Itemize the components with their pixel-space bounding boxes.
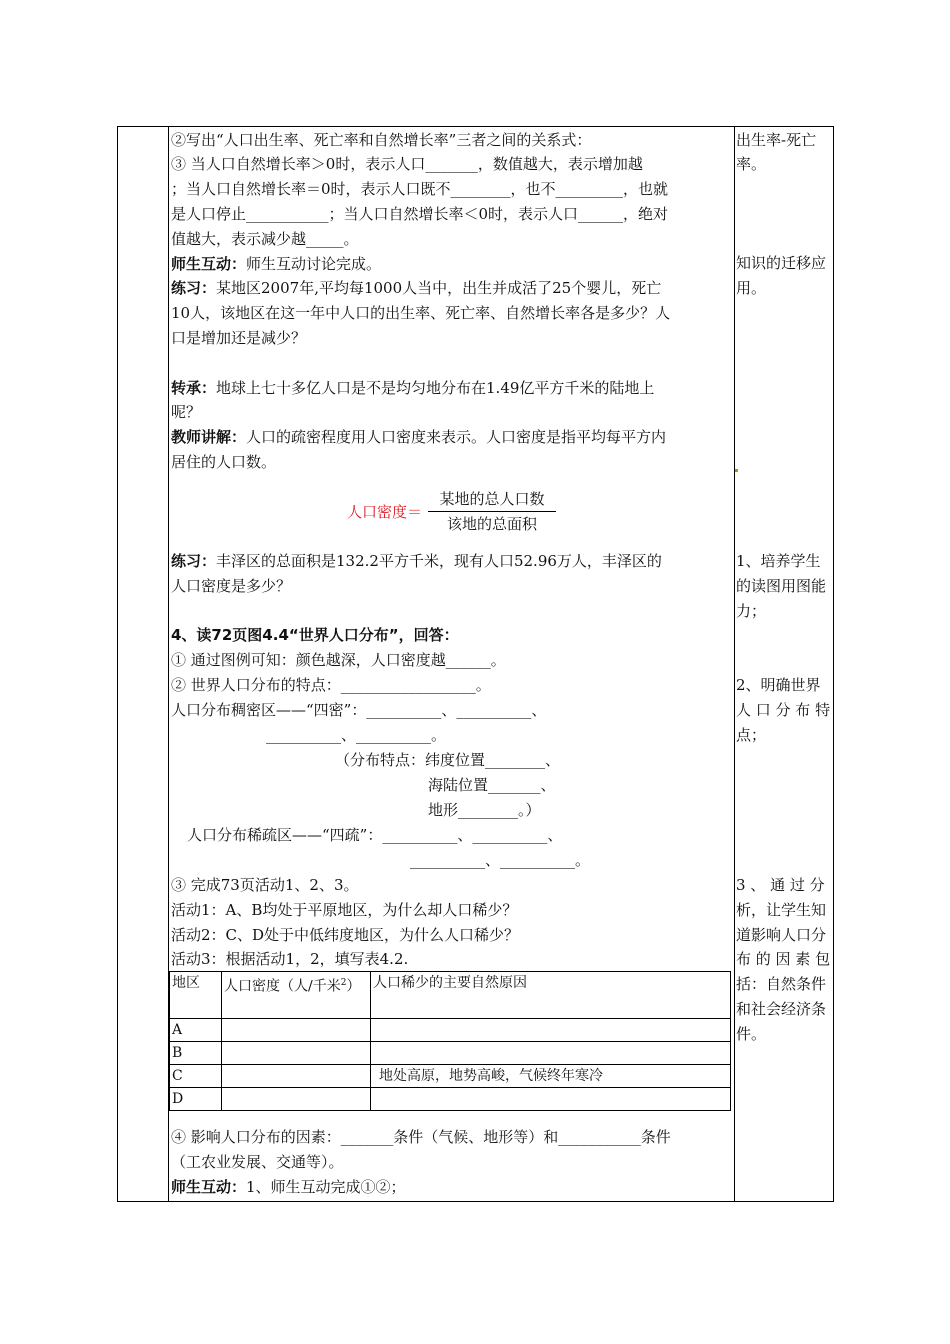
transition-label: 转承： (171, 379, 217, 397)
text-line: ③ 完成73页活动1、2、3。 (171, 876, 359, 894)
text-line: ③ 当人口自然增长率＞0时，表示人口_______，数值越大，表示增加越 (171, 155, 643, 173)
side-note-line: 道影响人口分 (736, 926, 827, 944)
practice-label: 练习： (171, 279, 217, 297)
side-note-line: 1、培养学生 (736, 552, 821, 570)
side-note-line: 率。 (736, 155, 767, 173)
interaction-paragraph (171, 1175, 406, 1199)
table-cell (222, 1019, 371, 1042)
side-note-line: 出生率-死亡 (736, 131, 817, 149)
transition-text: 地球上七十多亿人口是不是均匀地分布在1.49亿平方千米的陆地上 (216, 379, 655, 397)
table-cell: 地处高原，地势高峻，气候终年寒冷 (371, 1065, 731, 1088)
table-row (170, 1019, 731, 1042)
table-cell: D (170, 1088, 222, 1111)
text-line: ① 通过图例可知：颜色越深，人口密度越______。 (171, 651, 506, 669)
fraction-bar (428, 511, 556, 512)
text-line: 人口密度是多少？ (171, 577, 292, 595)
side-note-line: 布 的 因 素 包 (736, 950, 831, 968)
practice-paragraph (171, 276, 661, 300)
side-note-line: 括：自然条件 (736, 975, 827, 993)
density-formula (347, 489, 556, 534)
text-line: 人口分布稠密区——“四密”：__________、__________、 (171, 701, 547, 719)
table-cell (371, 1019, 731, 1042)
teacher-paragraph (171, 425, 666, 449)
interaction-label: 师生互动： (171, 255, 247, 273)
table-cell (371, 1088, 731, 1111)
side-note-line: 2、明确世界 (736, 676, 821, 694)
side-note-line: 的读图用图能 (736, 577, 827, 595)
teacher-label: 教师讲解： (171, 428, 247, 446)
text-line: ④ 影响人口分布的因素：_______条件（气候、地形等）和___________条件 (171, 1128, 671, 1146)
table-row (170, 1042, 731, 1065)
interaction-label: 师生互动： (171, 1178, 247, 1196)
table-cell (371, 1042, 731, 1065)
text-line: 活动1：A、B均处于平原地区，为什么却人口稀少？ (171, 901, 518, 919)
text-line: 呢？ (171, 403, 202, 421)
table-cell: B (170, 1042, 222, 1065)
text-line: ② 世界人口分布的特点：__________________。 (171, 676, 491, 694)
text-line: 口是增加还是减少？ (171, 329, 307, 347)
header-cell: 地区 (170, 972, 222, 1019)
text-line: 居住的人口数。 (171, 453, 277, 471)
text-line: ②写出“人口出生率、死亡率和自然增长率”三者之间的关系式： (171, 131, 592, 149)
practice-label: 练习： (171, 552, 217, 570)
text-line: 10人，该地区在这一年中人口的出生率、死亡率、自然增长率各是多少？人 (171, 304, 671, 322)
text-line: __________、__________。 (410, 851, 591, 869)
practice-text: 丰泽区的总面积是132.2平方千米，现有人口52.96万人，丰泽区的 (216, 552, 662, 570)
practice-text: 某地区2007年,平均每1000人当中，出生并成活了25个婴儿，死亡 (216, 279, 662, 297)
table-4-2 (169, 971, 731, 1111)
table-row (170, 1065, 731, 1088)
side-note-line: 析，让学生知 (736, 901, 827, 919)
side-note-line: 件。 (736, 1025, 767, 1043)
interaction-paragraph (171, 252, 381, 276)
text-line: （分布特点：纬度位置________、 (335, 751, 561, 769)
column-divider-right (734, 127, 735, 1201)
text-line: ；当人口自然增长率＝0时，表示人口既不________，也不_________，也就 (171, 180, 669, 198)
section-heading: 4、读72页图4.4“世界人口分布”，回答： (171, 626, 459, 644)
side-note-line: 知识的迁移应 (736, 254, 827, 272)
transition-paragraph (171, 376, 654, 400)
formula-denominator: 该地的总面积 (447, 515, 538, 533)
text-line: 人口分布稀疏区——“四疏”：__________、__________、 (187, 826, 563, 844)
text-line: 地形________。） (428, 801, 541, 819)
table-header-row (170, 972, 731, 1019)
formula-numerator: 某地的总人口数 (439, 490, 545, 508)
text-line: 是人口停止___________；当人口自然增长率＜0时，表示人口______，绝对 (171, 205, 669, 223)
side-note-line: 人 口 分 布 特 (736, 701, 831, 719)
side-note-line: 用。 (736, 279, 767, 297)
table-row (170, 1088, 731, 1111)
text-line: 海陆位置_______、 (428, 776, 556, 794)
teacher-text: 人口的疏密程度用人口密度来表示。人口密度是指平均每平方内 (246, 428, 667, 446)
side-note-line: 力； (736, 602, 767, 620)
text-line: 活动3：根据活动1，2，填写表4.2. (171, 950, 409, 968)
text-line: 活动2：C、D处于中低纬度地区，为什么人口稀少？ (171, 926, 520, 944)
table-cell (222, 1042, 371, 1065)
text-line: 值越大，表示减少越_____。 (171, 230, 359, 248)
interaction-text: 1、师生互动完成①②； (246, 1178, 406, 1196)
practice-paragraph (171, 549, 662, 573)
text-line: __________、__________。 (266, 726, 447, 744)
stray-mark (735, 469, 738, 472)
header-cell: 人口稀少的主要自然原因 (371, 972, 731, 1019)
table-cell: C (170, 1065, 222, 1088)
text-line: （工农业发展、交通等）。 (171, 1153, 344, 1171)
interaction-text: 师生互动讨论完成。 (246, 255, 382, 273)
table-cell: A (170, 1019, 222, 1042)
lesson-table-frame (117, 126, 834, 1202)
header-cell: 人口密度（人/千米$^2$） (222, 972, 371, 1019)
table-cell (222, 1065, 371, 1088)
formula-left: 人口密度＝ (347, 503, 423, 521)
side-note-line: 点； (736, 726, 767, 744)
side-note-line: 和社会经济条 (736, 1000, 827, 1018)
side-note-line: 3 、 通 过 分 (736, 876, 825, 894)
formula-fraction (428, 489, 556, 534)
table-cell (222, 1088, 371, 1111)
